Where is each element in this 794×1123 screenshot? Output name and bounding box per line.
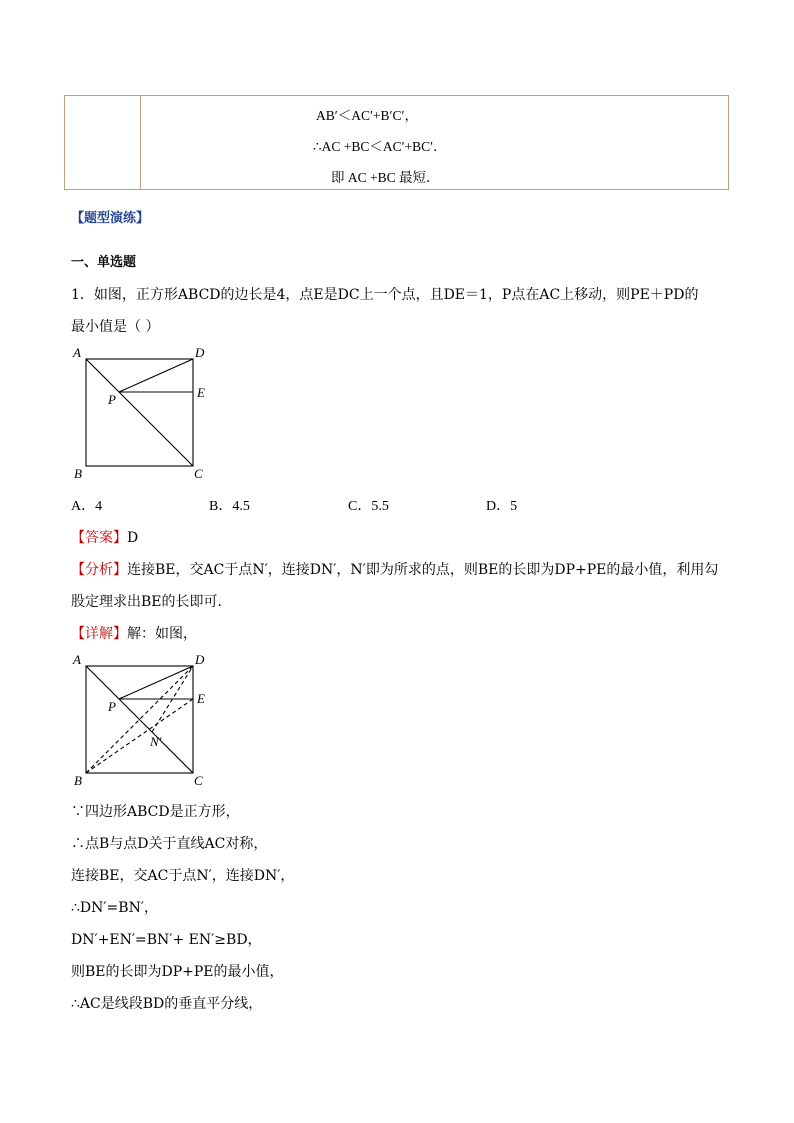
detail-tag: 【详解】 xyxy=(71,626,127,642)
square-figure-1 xyxy=(70,342,220,482)
step-3: 连接BE，交AC于点N′，连接DN′， xyxy=(71,868,295,884)
label-c: C xyxy=(194,466,203,481)
step-4: ∴DN′=BN′， xyxy=(71,900,159,916)
label-p: P xyxy=(108,392,116,407)
table-divider xyxy=(140,96,141,189)
label-a: A xyxy=(73,345,81,360)
label-n-2: N′ xyxy=(150,734,162,749)
step-1: ∵四边形ABCD是正方形， xyxy=(71,804,240,820)
answer-value: D xyxy=(127,530,139,546)
dashed-be xyxy=(86,699,193,773)
analysis-tag: 【分析】 xyxy=(71,562,127,578)
analysis-line-2: 股定理求出BE的长即可． xyxy=(71,594,232,610)
segment-pd-2 xyxy=(119,666,193,699)
table-line-3: 即 AC +BC 最短． xyxy=(331,170,440,185)
label-e: E xyxy=(197,385,205,400)
label-e-2: E xyxy=(197,691,205,706)
label-d: D xyxy=(195,345,205,360)
section-header: 【题型演练】 xyxy=(71,211,150,226)
answer-line xyxy=(71,527,138,547)
table-line-1: AB′＜AC′+B′C′， xyxy=(316,108,418,123)
label-c-2: C xyxy=(194,773,203,788)
label-a-2: A xyxy=(73,652,81,667)
analysis-text-1: 连接BE，交AC于点N′，连接DN′，N′即为所求的点，则BE的长即为DP+PE的最小值，利用勾 xyxy=(127,562,719,578)
step-5: DN′+EN′=BN′+ EN′≥BD， xyxy=(71,932,262,948)
option-c: C．5.5 xyxy=(348,499,389,514)
step-7: ∴AC是线段BD的垂直平分线， xyxy=(71,996,263,1012)
solution-table xyxy=(64,95,729,190)
subsection-title: 一、单选题 xyxy=(71,255,137,270)
analysis-line-1 xyxy=(71,559,718,579)
detail-text: 解：如图， xyxy=(127,626,197,642)
label-b-2: B xyxy=(74,773,82,788)
step-2: ∴点B与点D关于直线AC对称， xyxy=(71,836,268,852)
detail-line xyxy=(71,623,197,643)
step-6: 则BE的长即为DP+PE的最小值， xyxy=(71,964,284,980)
segment-pd xyxy=(119,359,193,392)
square-figure-2 xyxy=(70,650,220,790)
answer-tag: 【答案】 xyxy=(71,530,127,546)
label-p-2: P xyxy=(108,699,116,714)
option-d: D．5 xyxy=(486,499,518,514)
label-b: B xyxy=(74,466,82,481)
option-a: A．4 xyxy=(71,499,103,514)
label-d-2: D xyxy=(195,652,205,667)
question-line-2: 最小值是（ ） xyxy=(71,319,160,335)
table-line-2: ∴AC +BC＜AC′+BC′． xyxy=(313,139,447,154)
option-b: B．4.5 xyxy=(209,499,250,514)
question-line-1: 1．如图，正方形ABCD的边长是4，点E是DC上一个点，且DE＝1，P点在AC上移动，则PE＋PD的 xyxy=(71,287,699,303)
diagonal-ac xyxy=(86,359,193,466)
